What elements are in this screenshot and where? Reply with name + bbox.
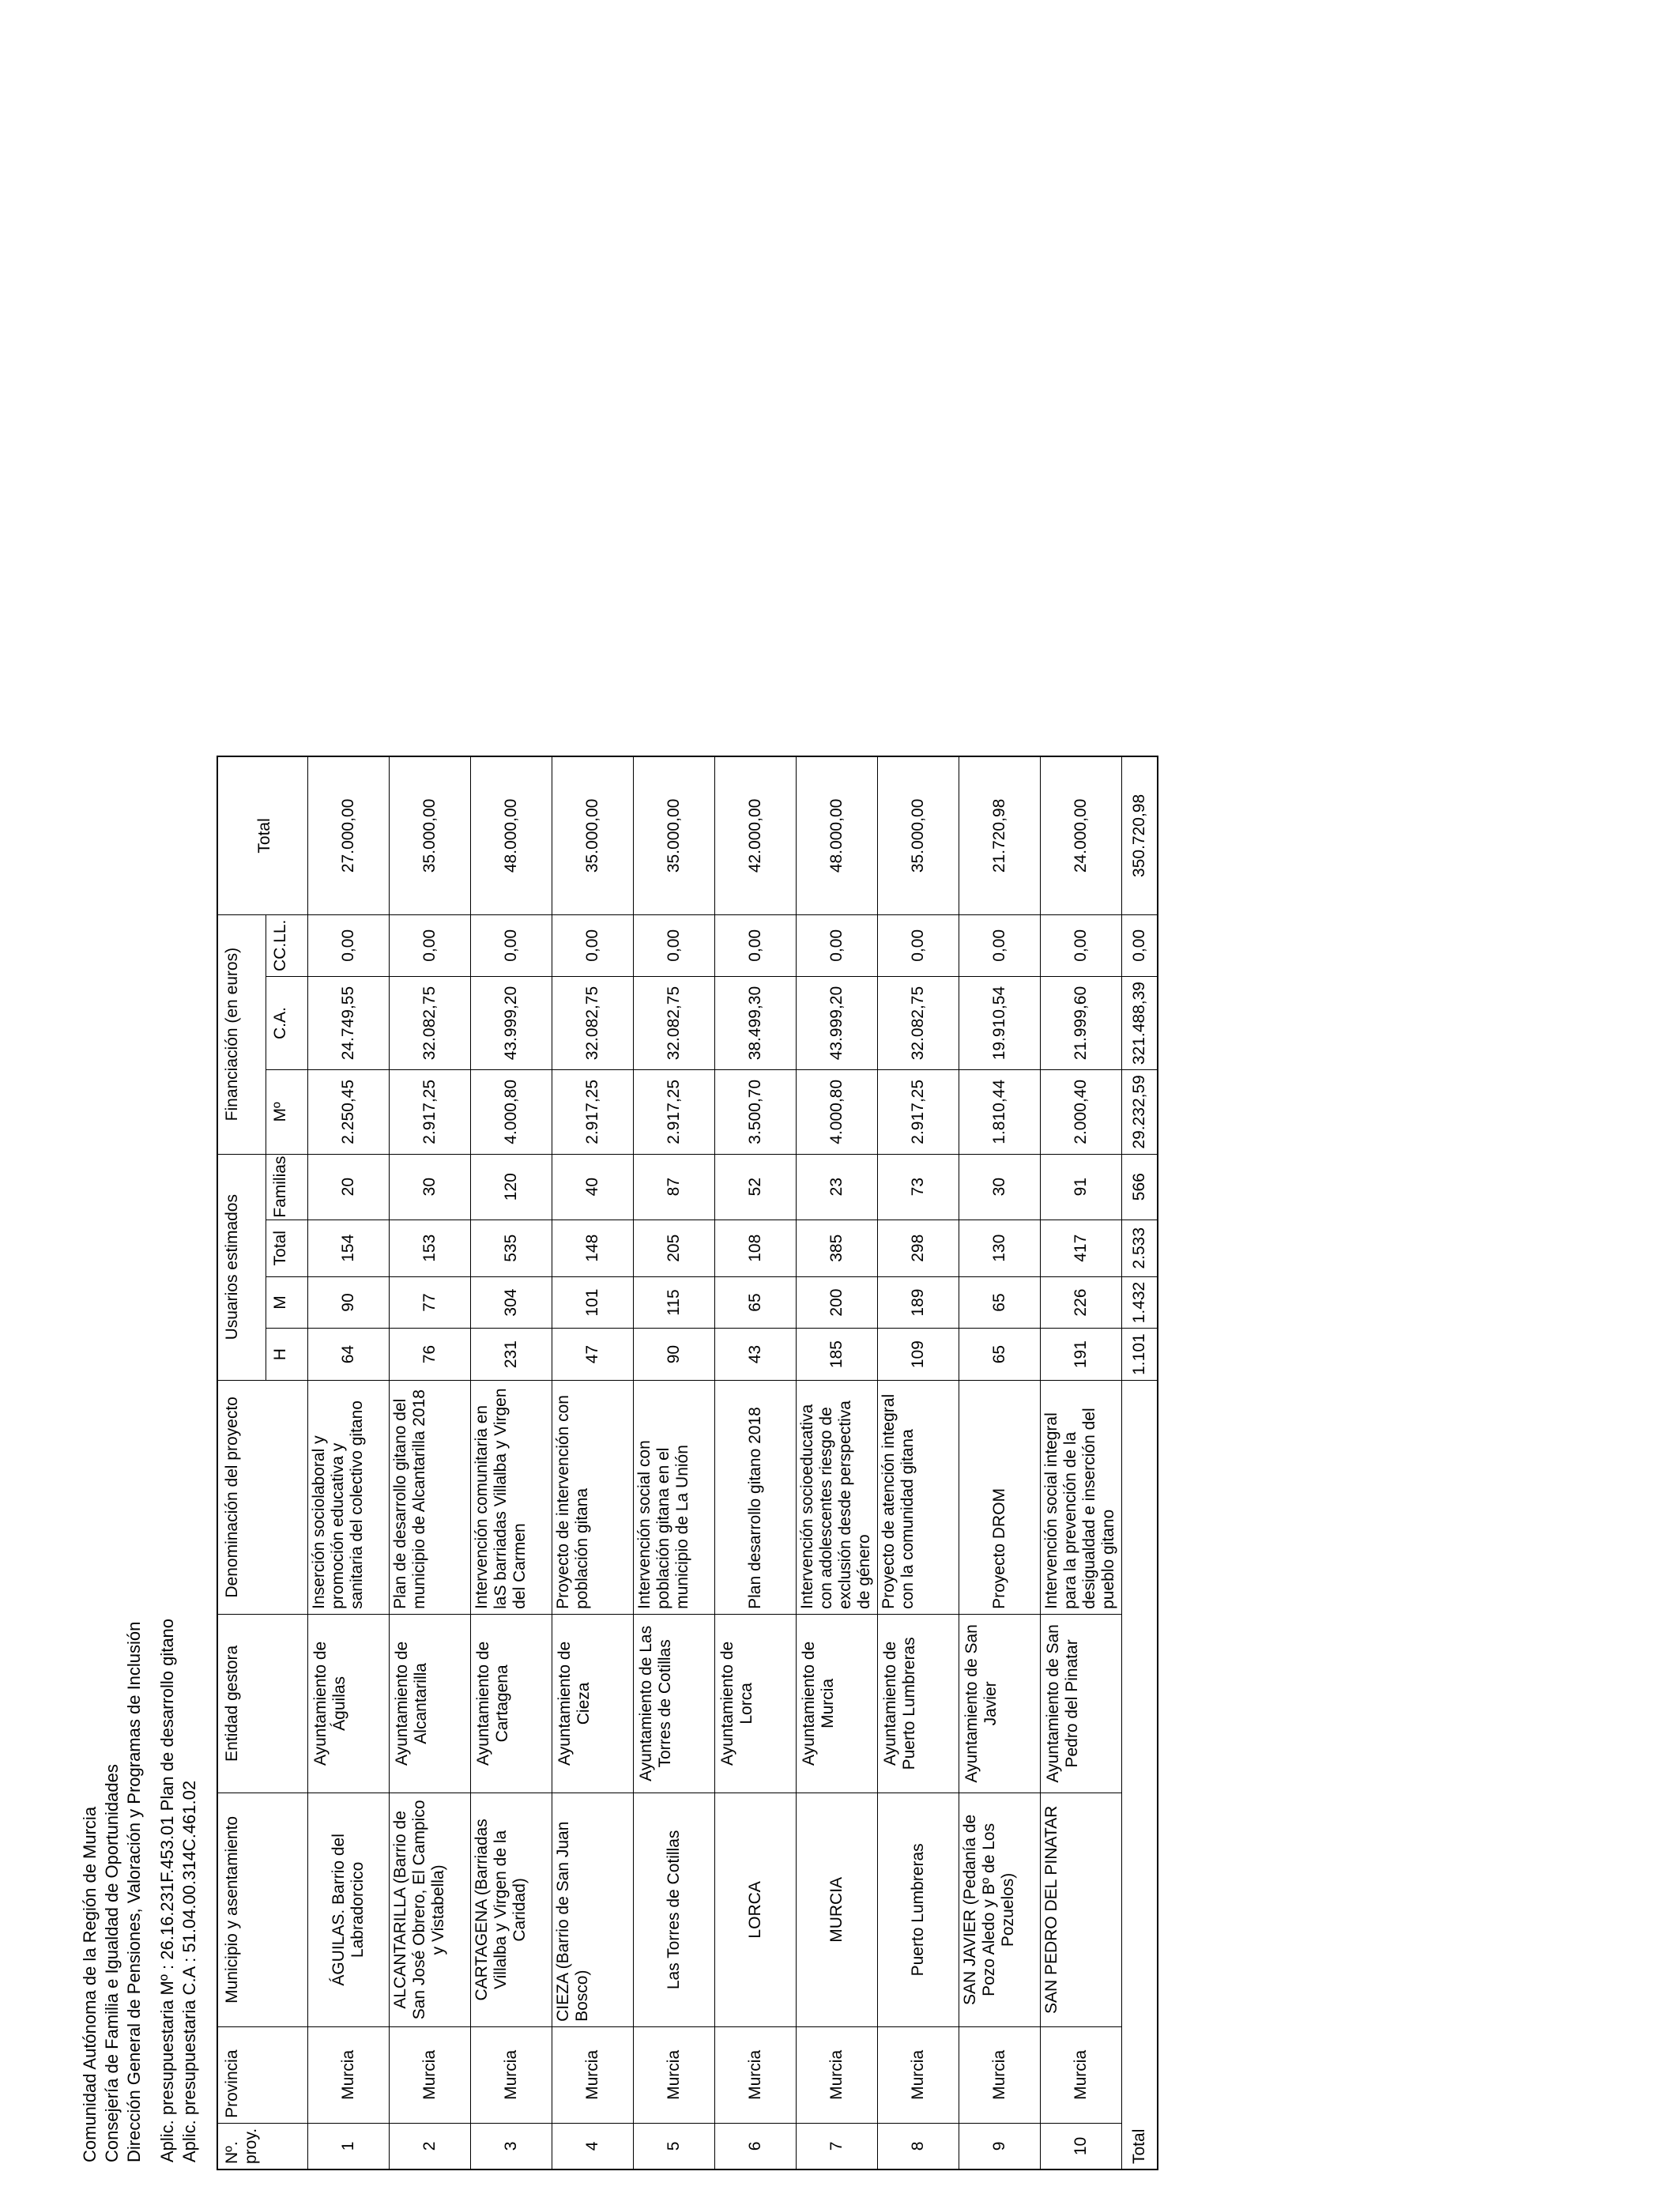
col-ca-header: C.A. xyxy=(266,977,308,1070)
cell-entidad: Ayuntamiento de Lorca xyxy=(715,1614,797,1793)
cell-municipio: MURCIA xyxy=(797,1793,878,2026)
cell-ca: 32.082,75 xyxy=(552,977,634,1070)
cell-denominacion: Intervención social integral para la prevención de la desigualdad e inserción del pueblo gitano xyxy=(1041,1380,1122,1614)
cell-familias: 73 xyxy=(878,1154,959,1220)
document-header xyxy=(79,1619,201,2162)
col-denominacion-header: Denominación del proyecto xyxy=(217,1380,308,1614)
col-familias-header: Familias xyxy=(266,1154,308,1220)
cell-familias: 23 xyxy=(797,1154,878,1220)
cell-total-users: 298 xyxy=(878,1220,959,1276)
cell-ca: 24.749,55 xyxy=(308,977,390,1070)
cell-total-users: 417 xyxy=(1041,1220,1122,1276)
cell-h: 90 xyxy=(634,1329,715,1381)
cell-mo: 2.917,25 xyxy=(878,1070,959,1154)
cell-total: 35.000,00 xyxy=(552,756,634,914)
cell-total-users: 130 xyxy=(959,1220,1041,1276)
cell-mo: 2.250,45 xyxy=(308,1070,390,1154)
cell-provincia: Murcia xyxy=(797,2026,878,2123)
cell-m: 189 xyxy=(878,1276,959,1329)
cell-ccll: 0,00 xyxy=(552,914,634,976)
cell-entidad: Ayuntamiento de San Pedro del Pinatar xyxy=(1041,1614,1122,1793)
cell-mo: 3.500,70 xyxy=(715,1070,797,1154)
cell-total-users: 154 xyxy=(308,1220,390,1276)
cell-m: 101 xyxy=(552,1276,634,1329)
totals-label: Total xyxy=(1122,1380,1158,2169)
cell-entidad: Ayuntamiento de Cieza xyxy=(552,1614,634,1793)
col-municipio-header: Municipio y asentamiento xyxy=(217,1793,308,2026)
cell-municipio: Las Torres de Cotillas xyxy=(634,1793,715,2026)
cell-h: 109 xyxy=(878,1329,959,1381)
cell-municipio: Puerto Lumbreras xyxy=(878,1793,959,2026)
cell-h: 43 xyxy=(715,1329,797,1381)
cell-total-users: 385 xyxy=(797,1220,878,1276)
cell-entidad: Ayuntamiento de San Javier xyxy=(959,1614,1041,1793)
cell-entidad: Ayuntamiento de Las Torres de Cotillas xyxy=(634,1614,715,1793)
cell-denominacion: Intervención comunitaria en laS barriadas Villalba y Virgen del Carmen xyxy=(471,1380,552,1614)
cell-mo: 2.917,25 xyxy=(552,1070,634,1154)
cell-entidad: Ayuntamiento de Águilas xyxy=(308,1614,390,1793)
cell-total-users: 535 xyxy=(471,1220,552,1276)
cell-num: 4 xyxy=(552,2123,634,2169)
cell-ccll: 0,00 xyxy=(390,914,471,976)
cell-municipio: CIEZA (Barrio de San Juan Bosco) xyxy=(552,1793,634,2026)
cell-m: 90 xyxy=(308,1276,390,1329)
cell-ca: 32.082,75 xyxy=(634,977,715,1070)
cell-num: 10 xyxy=(1041,2123,1122,2169)
header-aplic-mo: Aplic. presupuestaria Mº : 26.16.231F.453.01 Plan de desarrollo gitano xyxy=(157,1618,177,2162)
cell-ccll: 0,00 xyxy=(715,914,797,976)
table-row xyxy=(797,756,878,2169)
header-consejeria: Consejería de Familia e Igualdad de Oportunidades xyxy=(102,1764,122,2162)
cell-ccll: 0,00 xyxy=(797,914,878,976)
col-m-header: M xyxy=(266,1276,308,1329)
cell-total: 35.000,00 xyxy=(634,756,715,914)
cell-m: 65 xyxy=(959,1276,1041,1329)
cell-denominacion: Proyecto DROM xyxy=(959,1380,1041,1614)
cell-num: 2 xyxy=(390,2123,471,2169)
cell-total: 48.000,00 xyxy=(797,756,878,914)
cell-h: 231 xyxy=(471,1329,552,1381)
cell-m: 115 xyxy=(634,1276,715,1329)
cell-ca: 43.999,20 xyxy=(797,977,878,1070)
header-aplic-ca: Aplic. presupuestaria C.A : 51.04.00.314C.461.02 xyxy=(179,1780,199,2162)
cell-num: 9 xyxy=(959,2123,1041,2169)
col-mo-header: Mº xyxy=(266,1070,308,1154)
cell-entidad: Ayuntamiento de Murcia xyxy=(797,1614,878,1793)
cell-ccll: 0,00 xyxy=(471,914,552,976)
cell-total-users: 148 xyxy=(552,1220,634,1276)
cell-mo: 2.917,25 xyxy=(390,1070,471,1154)
total-ca: 321.488,39 xyxy=(1122,977,1158,1070)
col-entidad-header: Entidad gestora xyxy=(217,1614,308,1793)
total-m: 1.432 xyxy=(1122,1276,1158,1329)
total-h: 1.101 xyxy=(1122,1329,1158,1381)
cell-entidad: Ayuntamiento de Alcantarilla xyxy=(390,1614,471,1793)
table-row xyxy=(1041,756,1122,2169)
cell-m: 65 xyxy=(715,1276,797,1329)
cell-municipio: CARTAGENA (Barriadas Villalba y Virgen de la Caridad) xyxy=(471,1793,552,2026)
cell-ca: 32.082,75 xyxy=(878,977,959,1070)
cell-m: 77 xyxy=(390,1276,471,1329)
header-direccion: Dirección General de Pensiones, Valoración y Programas de Inclusión xyxy=(124,1621,144,2162)
cell-total: 27.000,00 xyxy=(308,756,390,914)
cell-ca: 19.910,54 xyxy=(959,977,1041,1070)
table-row xyxy=(552,756,634,2169)
cell-denominacion: Plan de desarrollo gitano del municipio de Alcantarilla 2018 xyxy=(390,1380,471,1614)
cell-municipio: ÁGUILAS. Barrio del Labradorcico xyxy=(308,1793,390,2026)
cell-m: 304 xyxy=(471,1276,552,1329)
cell-denominacion: Intervención social con población gitana en el municipio de La Unión xyxy=(634,1380,715,1614)
cell-mo: 2.000,40 xyxy=(1041,1070,1122,1154)
projects-table xyxy=(217,756,1158,2170)
cell-provincia: Murcia xyxy=(634,2026,715,2123)
table-row xyxy=(308,756,390,2169)
cell-provincia: Murcia xyxy=(471,2026,552,2123)
cell-provincia: Murcia xyxy=(1041,2026,1122,2123)
cell-m: 226 xyxy=(1041,1276,1122,1329)
cell-familias: 30 xyxy=(959,1154,1041,1220)
cell-h: 65 xyxy=(959,1329,1041,1381)
cell-denominacion: Inserción sociolaboral y promoción educativa y sanitaria del colectivo gitano xyxy=(308,1380,390,1614)
total-familias: 566 xyxy=(1122,1154,1158,1220)
col-ccll-header: CC.LL. xyxy=(266,914,308,976)
cell-familias: 30 xyxy=(390,1154,471,1220)
cell-h: 185 xyxy=(797,1329,878,1381)
cell-num: 1 xyxy=(308,2123,390,2169)
cell-entidad: Ayuntamiento de Puerto Lumbreras xyxy=(878,1614,959,1793)
table-row xyxy=(959,756,1041,2169)
cell-denominacion: Proyecto de intervención con población gitana xyxy=(552,1380,634,1614)
cell-total: 35.000,00 xyxy=(390,756,471,914)
col-total-header: Total xyxy=(217,756,308,914)
cell-h: 64 xyxy=(308,1329,390,1381)
cell-familias: 20 xyxy=(308,1154,390,1220)
table-row xyxy=(715,756,797,2169)
cell-num: 8 xyxy=(878,2123,959,2169)
cell-entidad: Ayuntamiento de Cartagena xyxy=(471,1614,552,1793)
cell-mo: 4.000,80 xyxy=(797,1070,878,1154)
col-usuarios-header: Usuarios estimados xyxy=(217,1154,266,1380)
cell-total: 35.000,00 xyxy=(878,756,959,914)
cell-provincia: Murcia xyxy=(552,2026,634,2123)
cell-familias: 120 xyxy=(471,1154,552,1220)
col-financiacion-header: Financiación (en euros) xyxy=(217,914,266,1154)
col-num-header: Nº. proy. xyxy=(217,2123,308,2169)
cell-municipio: LORCA xyxy=(715,1793,797,2026)
cell-total: 48.000,00 xyxy=(471,756,552,914)
cell-familias: 52 xyxy=(715,1154,797,1220)
cell-provincia: Murcia xyxy=(715,2026,797,2123)
cell-num: 6 xyxy=(715,2123,797,2169)
cell-ca: 38.499,30 xyxy=(715,977,797,1070)
table-row xyxy=(634,756,715,2169)
cell-num: 3 xyxy=(471,2123,552,2169)
total-mo: 29.232,59 xyxy=(1122,1070,1158,1154)
grand-total: 350.720,98 xyxy=(1122,756,1158,914)
cell-total-users: 108 xyxy=(715,1220,797,1276)
cell-ccll: 0,00 xyxy=(634,914,715,976)
cell-municipio: SAN JAVIER (Pedanía de Pozo Aledo y Bº de Los Pozuelos) xyxy=(959,1793,1041,2026)
cell-ccll: 0,00 xyxy=(1041,914,1122,976)
cell-mo: 2.917,25 xyxy=(634,1070,715,1154)
cell-total: 21.720,98 xyxy=(959,756,1041,914)
cell-ccll: 0,00 xyxy=(878,914,959,976)
cell-h: 76 xyxy=(390,1329,471,1381)
cell-num: 5 xyxy=(634,2123,715,2169)
cell-h: 47 xyxy=(552,1329,634,1381)
cell-total-users: 205 xyxy=(634,1220,715,1276)
cell-total-users: 153 xyxy=(390,1220,471,1276)
cell-provincia: Murcia xyxy=(959,2026,1041,2123)
total-ccll: 0,00 xyxy=(1122,914,1158,976)
cell-total: 42.000,00 xyxy=(715,756,797,914)
cell-mo: 1.810,44 xyxy=(959,1070,1041,1154)
cell-provincia: Murcia xyxy=(390,2026,471,2123)
total-users: 2.533 xyxy=(1122,1220,1158,1276)
table-row xyxy=(471,756,552,2169)
cell-denominacion: Intervención socioeducativa con adolescentes riesgo de exclusión desde perspectiva de género xyxy=(797,1380,878,1614)
header-region: Comunidad Autónoma de la Región de Murcia xyxy=(80,1806,100,2162)
table-row xyxy=(878,756,959,2169)
cell-denominacion: Proyecto de atención integral con la comunidad gitana xyxy=(878,1380,959,1614)
cell-ccll: 0,00 xyxy=(308,914,390,976)
col-provincia-header: Provincia xyxy=(217,2026,308,2123)
cell-familias: 40 xyxy=(552,1154,634,1220)
cell-municipio: ALCANTARILLA (Barrio de San José Obrero, El Campico y Vistabella) xyxy=(390,1793,471,2026)
cell-h: 191 xyxy=(1041,1329,1122,1381)
cell-familias: 91 xyxy=(1041,1154,1122,1220)
cell-mo: 4.000,80 xyxy=(471,1070,552,1154)
cell-m: 200 xyxy=(797,1276,878,1329)
col-total-users-header: Total xyxy=(266,1220,308,1276)
cell-familias: 87 xyxy=(634,1154,715,1220)
cell-provincia: Murcia xyxy=(308,2026,390,2123)
cell-total: 24.000,00 xyxy=(1041,756,1122,914)
table-row xyxy=(390,756,471,2169)
totals-row xyxy=(1122,756,1158,2169)
cell-num: 7 xyxy=(797,2123,878,2169)
cell-provincia: Murcia xyxy=(878,2026,959,2123)
cell-ca: 32.082,75 xyxy=(390,977,471,1070)
cell-ca: 43.999,20 xyxy=(471,977,552,1070)
cell-denominacion: Plan desarrollo gitano 2018 xyxy=(715,1380,797,1614)
cell-municipio: SAN PEDRO DEL PINATAR xyxy=(1041,1793,1122,2026)
cell-ca: 21.999,60 xyxy=(1041,977,1122,1070)
col-h-header: H xyxy=(266,1329,308,1381)
cell-ccll: 0,00 xyxy=(959,914,1041,976)
